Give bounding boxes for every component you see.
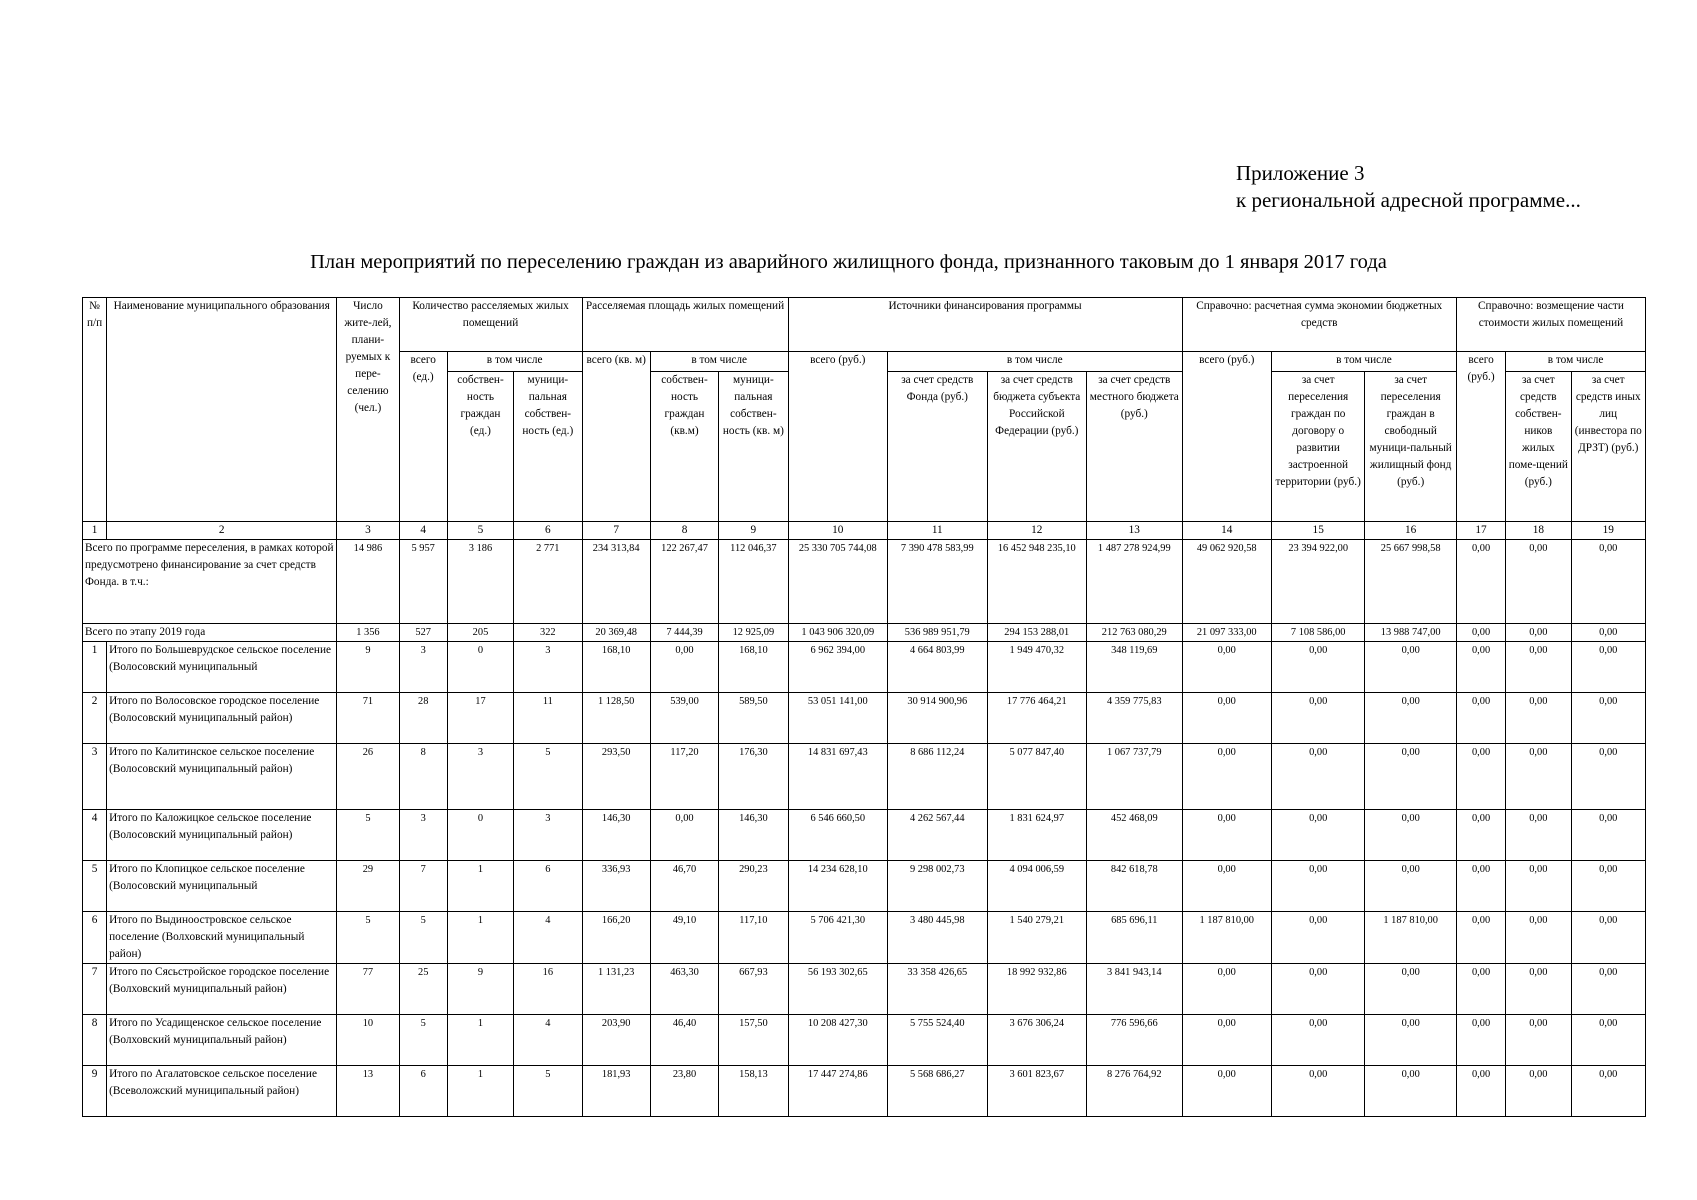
- row-number: 7: [83, 964, 107, 1015]
- value-cell: 12 925,09: [719, 624, 788, 642]
- value-cell: 30 914 900,96: [888, 693, 988, 744]
- value-cell: 0,00: [1365, 964, 1456, 1015]
- row-number: 6: [83, 912, 107, 964]
- value-cell: 0,00: [650, 642, 718, 693]
- value-cell: 0,00: [1271, 744, 1364, 810]
- value-cell: 16: [514, 964, 582, 1015]
- header-savings-group: Справочно: расчетная сумма экономии бюджетных средств: [1182, 298, 1456, 352]
- value-cell: 17 447 274,86: [788, 1066, 888, 1117]
- value-cell: 0,00: [1506, 1066, 1571, 1117]
- value-cell: 0,00: [1506, 540, 1571, 624]
- header-row-1: [83, 298, 1646, 352]
- value-cell: 5 568 686,27: [888, 1066, 988, 1117]
- value-cell: 0,00: [1271, 964, 1364, 1015]
- header-comp-owners: за счет средств собствен-ников жилых поме-щений (руб.): [1506, 372, 1571, 522]
- column-index-row: [83, 522, 1646, 540]
- value-cell: 14 831 697,43: [788, 744, 888, 810]
- value-cell: 212 763 080,29: [1087, 624, 1182, 642]
- value-cell: 0,00: [1456, 964, 1505, 1015]
- value-cell: 23,80: [650, 1066, 718, 1117]
- municipality-name: Итого по Усадищенское сельское поселение (Волховский муниципальный район): [107, 1015, 337, 1066]
- header-local-budget: за счет средств местного бюджета (руб.): [1087, 372, 1182, 522]
- value-cell: 157,50: [719, 1015, 788, 1066]
- value-cell: 589,50: [719, 693, 788, 744]
- value-cell: 25: [399, 964, 447, 1015]
- column-number: 13: [1087, 522, 1182, 540]
- value-cell: 0,00: [1271, 693, 1364, 744]
- value-cell: 9: [337, 642, 399, 693]
- row-number: 5: [83, 861, 107, 912]
- value-cell: 1 131,23: [582, 964, 650, 1015]
- value-cell: 0,00: [1271, 810, 1364, 861]
- value-cell: 0,00: [1271, 861, 1364, 912]
- value-cell: 17 776 464,21: [987, 693, 1087, 744]
- value-cell: 3: [447, 744, 513, 810]
- value-cell: 23 394 922,00: [1271, 540, 1364, 624]
- value-cell: 3 841 943,14: [1087, 964, 1182, 1015]
- header-including-savings: в том числе: [1271, 352, 1456, 372]
- value-cell: 0,00: [1182, 1066, 1271, 1117]
- value-cell: 234 313,84: [582, 540, 650, 624]
- column-number: 7: [582, 522, 650, 540]
- value-cell: 290,23: [719, 861, 788, 912]
- value-cell: 6: [514, 861, 582, 912]
- value-cell: 122 267,47: [650, 540, 718, 624]
- value-cell: 842 618,78: [1087, 861, 1182, 912]
- value-cell: 21 097 333,00: [1182, 624, 1271, 642]
- value-cell: 1 831 624,97: [987, 810, 1087, 861]
- value-cell: 0,00: [1456, 642, 1505, 693]
- value-cell: 0,00: [1456, 1015, 1505, 1066]
- value-cell: 4: [514, 912, 582, 964]
- value-cell: 0,00: [1506, 861, 1571, 912]
- value-cell: 0,00: [1456, 624, 1505, 642]
- value-cell: 71: [337, 693, 399, 744]
- value-cell: 3 186: [447, 540, 513, 624]
- value-cell: 0,00: [1571, 744, 1646, 810]
- header-including-sqm: в том числе: [650, 352, 788, 372]
- value-cell: 20 369,48: [582, 624, 650, 642]
- value-cell: 7: [399, 861, 447, 912]
- row-number: 1: [83, 642, 107, 693]
- value-cell: 0,00: [1571, 964, 1646, 1015]
- value-cell: 539,00: [650, 693, 718, 744]
- header-area-group: Расселяемая площадь жилых помещений: [582, 298, 788, 352]
- value-cell: 4 664 803,99: [888, 642, 988, 693]
- value-cell: 176,30: [719, 744, 788, 810]
- value-cell: 5: [399, 912, 447, 964]
- value-cell: 5: [514, 744, 582, 810]
- municipality-name: Итого по Клопицкое сельское поселение (Волосовский муниципальный: [107, 861, 337, 912]
- value-cell: 29: [337, 861, 399, 912]
- resettlement-plan-table: [82, 297, 1646, 1117]
- summary-name: Всего по этапу 2019 года: [83, 624, 337, 642]
- value-cell: 112 046,37: [719, 540, 788, 624]
- header-including-compensation: в том числе: [1506, 352, 1646, 372]
- value-cell: 46,40: [650, 1015, 718, 1066]
- value-cell: 0,00: [1456, 744, 1505, 810]
- appendix-line-2: к региональной адресной программе...: [1236, 188, 1581, 212]
- column-number: 14: [1182, 522, 1271, 540]
- row-number: 2: [83, 693, 107, 744]
- column-number: 16: [1365, 522, 1456, 540]
- value-cell: 3 676 306,24: [987, 1015, 1087, 1066]
- value-cell: 0,00: [1506, 964, 1571, 1015]
- column-number: 4: [399, 522, 447, 540]
- header-savings-contract: за счет переселения граждан по договору о развитии застроенной территории (руб.): [1271, 372, 1364, 522]
- value-cell: 0,00: [650, 810, 718, 861]
- table-row: [83, 912, 1646, 964]
- value-cell: 0,00: [1182, 810, 1271, 861]
- header-premises-group: Количество расселяемых жилых помещений: [399, 298, 582, 352]
- value-cell: 0,00: [1271, 1015, 1364, 1066]
- value-cell: 1 128,50: [582, 693, 650, 744]
- header-federal-budget: за счет средств бюджета субъекта Российской Федерации (руб.): [987, 372, 1087, 522]
- column-number: 18: [1506, 522, 1571, 540]
- value-cell: 1: [447, 912, 513, 964]
- value-cell: 0,00: [1365, 1015, 1456, 1066]
- header-total-sqm: всего (кв. м): [582, 352, 650, 522]
- value-cell: 168,10: [719, 642, 788, 693]
- value-cell: 117,10: [719, 912, 788, 964]
- value-cell: 685 696,11: [1087, 912, 1182, 964]
- value-cell: 0,00: [1571, 642, 1646, 693]
- value-cell: 5 077 847,40: [987, 744, 1087, 810]
- value-cell: 0,00: [1506, 810, 1571, 861]
- value-cell: 2 771: [514, 540, 582, 624]
- value-cell: 0,00: [1456, 810, 1505, 861]
- value-cell: 776 596,66: [1087, 1015, 1182, 1066]
- value-cell: 0,00: [1182, 744, 1271, 810]
- value-cell: 0,00: [1182, 1015, 1271, 1066]
- value-cell: 0,00: [1271, 912, 1364, 964]
- value-cell: 53 051 141,00: [788, 693, 888, 744]
- value-cell: 1: [447, 1015, 513, 1066]
- value-cell: 452 468,09: [1087, 810, 1182, 861]
- value-cell: 0: [447, 642, 513, 693]
- value-cell: 49,10: [650, 912, 718, 964]
- column-number: 1: [83, 522, 107, 540]
- header-municipal-sqm: муници-пальная собствен-ность (кв. м): [719, 372, 788, 522]
- value-cell: 0,00: [1506, 1015, 1571, 1066]
- value-cell: 6 962 394,00: [788, 642, 888, 693]
- value-cell: 33 358 426,65: [888, 964, 988, 1015]
- value-cell: 11: [514, 693, 582, 744]
- value-cell: 146,30: [719, 810, 788, 861]
- value-cell: 0,00: [1506, 624, 1571, 642]
- value-cell: 25 667 998,58: [1365, 540, 1456, 624]
- header-residents: Число жите-лей, плани-руемых к пере-селению (чел.): [337, 298, 399, 522]
- table-row: [83, 744, 1646, 810]
- value-cell: 18 992 932,86: [987, 964, 1087, 1015]
- value-cell: 0,00: [1456, 861, 1505, 912]
- table-row: [83, 1066, 1646, 1117]
- value-cell: 293,50: [582, 744, 650, 810]
- value-cell: 5 755 524,40: [888, 1015, 988, 1066]
- total-row: [83, 540, 1646, 624]
- value-cell: 13 988 747,00: [1365, 624, 1456, 642]
- column-number: 9: [719, 522, 788, 540]
- value-cell: 77: [337, 964, 399, 1015]
- appendix-line-1: Приложение 3: [1236, 161, 1365, 185]
- municipality-name: Итого по Большеврудское сельское поселение (Волосовский муниципальный: [107, 642, 337, 693]
- header-compensation-group: Справочно: возмещение части стоимости жилых помещений: [1456, 298, 1645, 352]
- value-cell: 0,00: [1506, 744, 1571, 810]
- value-cell: 3: [514, 642, 582, 693]
- header-no: № п/п: [83, 298, 107, 522]
- value-cell: 5: [514, 1066, 582, 1117]
- municipality-name: Итого по Каложицкое сельское поселение (Волосовский муниципальный район): [107, 810, 337, 861]
- value-cell: 0,00: [1365, 1066, 1456, 1117]
- header-total-compensation: всего (руб.): [1456, 352, 1505, 522]
- value-cell: 1 487 278 924,99: [1087, 540, 1182, 624]
- column-number: 11: [888, 522, 988, 540]
- municipality-name: Итого по Волосовское городское поселение (Волосовский муниципальный район): [107, 693, 337, 744]
- header-municipal-units: муници-пальная собствен-ность (ед.): [514, 372, 582, 522]
- value-cell: 1 187 810,00: [1365, 912, 1456, 964]
- value-cell: 1: [447, 1066, 513, 1117]
- row-number: 8: [83, 1015, 107, 1066]
- value-cell: 463,30: [650, 964, 718, 1015]
- value-cell: 0,00: [1571, 810, 1646, 861]
- value-cell: 0,00: [1365, 693, 1456, 744]
- value-cell: 3: [514, 810, 582, 861]
- value-cell: 5 957: [399, 540, 447, 624]
- value-cell: 5: [337, 810, 399, 861]
- row-number: 4: [83, 810, 107, 861]
- value-cell: 1 540 279,21: [987, 912, 1087, 964]
- header-savings-free: за счет переселения граждан в свободный муници-пальный жилищный фонд (руб.): [1365, 372, 1456, 522]
- column-number: 8: [650, 522, 718, 540]
- header-comp-investors: за счет средств иных лиц (инвестора по ДРЗТ) (руб.): [1571, 372, 1646, 522]
- table-body: [83, 522, 1646, 1117]
- value-cell: 0,00: [1571, 540, 1646, 624]
- value-cell: 527: [399, 624, 447, 642]
- value-cell: 10 208 427,30: [788, 1015, 888, 1066]
- header-total-units: всего (ед.): [399, 352, 447, 522]
- value-cell: 3 480 445,98: [888, 912, 988, 964]
- column-number: 6: [514, 522, 582, 540]
- stage-2019-row: [83, 624, 1646, 642]
- table-row: [83, 642, 1646, 693]
- value-cell: 8: [399, 744, 447, 810]
- value-cell: 0,00: [1506, 912, 1571, 964]
- value-cell: 0,00: [1571, 912, 1646, 964]
- value-cell: 7 108 586,00: [1271, 624, 1364, 642]
- value-cell: 17: [447, 693, 513, 744]
- header-total-savings: всего (руб.): [1182, 352, 1271, 522]
- column-number: 15: [1271, 522, 1364, 540]
- table-row: [83, 1015, 1646, 1066]
- column-number: 5: [447, 522, 513, 540]
- value-cell: 146,30: [582, 810, 650, 861]
- value-cell: 1 187 810,00: [1182, 912, 1271, 964]
- column-number: 12: [987, 522, 1087, 540]
- value-cell: 8 276 764,92: [1087, 1066, 1182, 1117]
- value-cell: 1: [447, 861, 513, 912]
- value-cell: 0,00: [1365, 861, 1456, 912]
- value-cell: 1 067 737,79: [1087, 744, 1182, 810]
- value-cell: 294 153 288,01: [987, 624, 1087, 642]
- appendix-note: [1236, 160, 1581, 214]
- value-cell: 4 262 567,44: [888, 810, 988, 861]
- value-cell: 203,90: [582, 1015, 650, 1066]
- value-cell: 348 119,69: [1087, 642, 1182, 693]
- value-cell: 1 949 470,32: [987, 642, 1087, 693]
- value-cell: 117,20: [650, 744, 718, 810]
- value-cell: 205: [447, 624, 513, 642]
- column-number: 19: [1571, 522, 1646, 540]
- value-cell: 14 234 628,10: [788, 861, 888, 912]
- value-cell: 181,93: [582, 1066, 650, 1117]
- row-number: 3: [83, 744, 107, 810]
- value-cell: 0,00: [1365, 744, 1456, 810]
- value-cell: 13: [337, 1066, 399, 1117]
- column-number: 17: [1456, 522, 1505, 540]
- value-cell: 0,00: [1271, 1066, 1364, 1117]
- value-cell: 667,93: [719, 964, 788, 1015]
- value-cell: 0,00: [1365, 642, 1456, 693]
- table-row: [83, 693, 1646, 744]
- value-cell: 7 444,39: [650, 624, 718, 642]
- value-cell: 7 390 478 583,99: [888, 540, 988, 624]
- table-row: [83, 964, 1646, 1015]
- header-name: Наименование муниципального образования: [107, 298, 337, 522]
- value-cell: 0,00: [1182, 642, 1271, 693]
- value-cell: 56 193 302,65: [788, 964, 888, 1015]
- document-title: План мероприятий по переселению граждан из аварийного жилищного фонда, признанного таковым до 1 января 2017 года: [310, 251, 1387, 273]
- value-cell: 6 546 660,50: [788, 810, 888, 861]
- header-owned-sqm: собствен-ность граждан (кв.м): [650, 372, 718, 522]
- value-cell: 166,20: [582, 912, 650, 964]
- value-cell: 4 094 006,59: [987, 861, 1087, 912]
- value-cell: 1 356: [337, 624, 399, 642]
- value-cell: 4: [514, 1015, 582, 1066]
- column-number: 10: [788, 522, 888, 540]
- value-cell: 6: [399, 1066, 447, 1117]
- value-cell: 0,00: [1571, 693, 1646, 744]
- municipality-name: Итого по Сясьстройское городское поселение (Волховский муниципальный район): [107, 964, 337, 1015]
- value-cell: 25 330 705 744,08: [788, 540, 888, 624]
- value-cell: 0,00: [1571, 1015, 1646, 1066]
- value-cell: 14 986: [337, 540, 399, 624]
- value-cell: 0,00: [1506, 642, 1571, 693]
- value-cell: 5: [337, 912, 399, 964]
- value-cell: 0,00: [1365, 810, 1456, 861]
- value-cell: 5 706 421,30: [788, 912, 888, 964]
- header-including-finance: в том числе: [888, 352, 1182, 372]
- municipality-name: Итого по Агалатовское сельское поселение (Всеволожский муниципальный район): [107, 1066, 337, 1117]
- value-cell: 0,00: [1271, 642, 1364, 693]
- column-number: 3: [337, 522, 399, 540]
- value-cell: 168,10: [582, 642, 650, 693]
- value-cell: 28: [399, 693, 447, 744]
- value-cell: 26: [337, 744, 399, 810]
- header-including-units: в том числе: [447, 352, 582, 372]
- value-cell: 9 298 002,73: [888, 861, 988, 912]
- value-cell: 10: [337, 1015, 399, 1066]
- value-cell: 1 043 906 320,09: [788, 624, 888, 642]
- municipality-name: Итого по Калитинское сельское поселение (Волосовский муниципальный район): [107, 744, 337, 810]
- header-finance-group: Источники финансирования программы: [788, 298, 1182, 352]
- value-cell: 0,00: [1456, 693, 1505, 744]
- value-cell: 0,00: [1571, 861, 1646, 912]
- value-cell: 0,00: [1182, 861, 1271, 912]
- header-owned-units: собствен-ность граждан (ед.): [447, 372, 513, 522]
- value-cell: 5: [399, 1015, 447, 1066]
- value-cell: 0,00: [1456, 540, 1505, 624]
- value-cell: 0,00: [1571, 624, 1646, 642]
- value-cell: 3 601 823,67: [987, 1066, 1087, 1117]
- value-cell: 4 359 775,83: [1087, 693, 1182, 744]
- column-number: 2: [107, 522, 337, 540]
- summary-name: Всего по программе переселения, в рамках которой предусмотрено финансирование за счет средств Фонда. в т.ч.:: [83, 540, 337, 624]
- value-cell: 0,00: [1182, 964, 1271, 1015]
- value-cell: 0,00: [1456, 1066, 1505, 1117]
- value-cell: 9: [447, 964, 513, 1015]
- value-cell: 0,00: [1506, 693, 1571, 744]
- municipality-name: Итого по Выдиноостровское сельское поселение (Волховский муниципальный район): [107, 912, 337, 964]
- header-fund: за счет средств Фонда (руб.): [888, 372, 988, 522]
- value-cell: 536 989 951,79: [888, 624, 988, 642]
- value-cell: 8 686 112,24: [888, 744, 988, 810]
- value-cell: 322: [514, 624, 582, 642]
- header-total-finance: всего (руб.): [788, 352, 888, 522]
- value-cell: 0,00: [1571, 1066, 1646, 1117]
- value-cell: 46,70: [650, 861, 718, 912]
- value-cell: 49 062 920,58: [1182, 540, 1271, 624]
- row-number: 9: [83, 1066, 107, 1117]
- value-cell: 0,00: [1456, 912, 1505, 964]
- value-cell: 0,00: [1182, 693, 1271, 744]
- value-cell: 158,13: [719, 1066, 788, 1117]
- value-cell: 3: [399, 810, 447, 861]
- value-cell: 3: [399, 642, 447, 693]
- value-cell: 336,93: [582, 861, 650, 912]
- value-cell: 0: [447, 810, 513, 861]
- table-row: [83, 810, 1646, 861]
- value-cell: 16 452 948 235,10: [987, 540, 1087, 624]
- table-row: [83, 861, 1646, 912]
